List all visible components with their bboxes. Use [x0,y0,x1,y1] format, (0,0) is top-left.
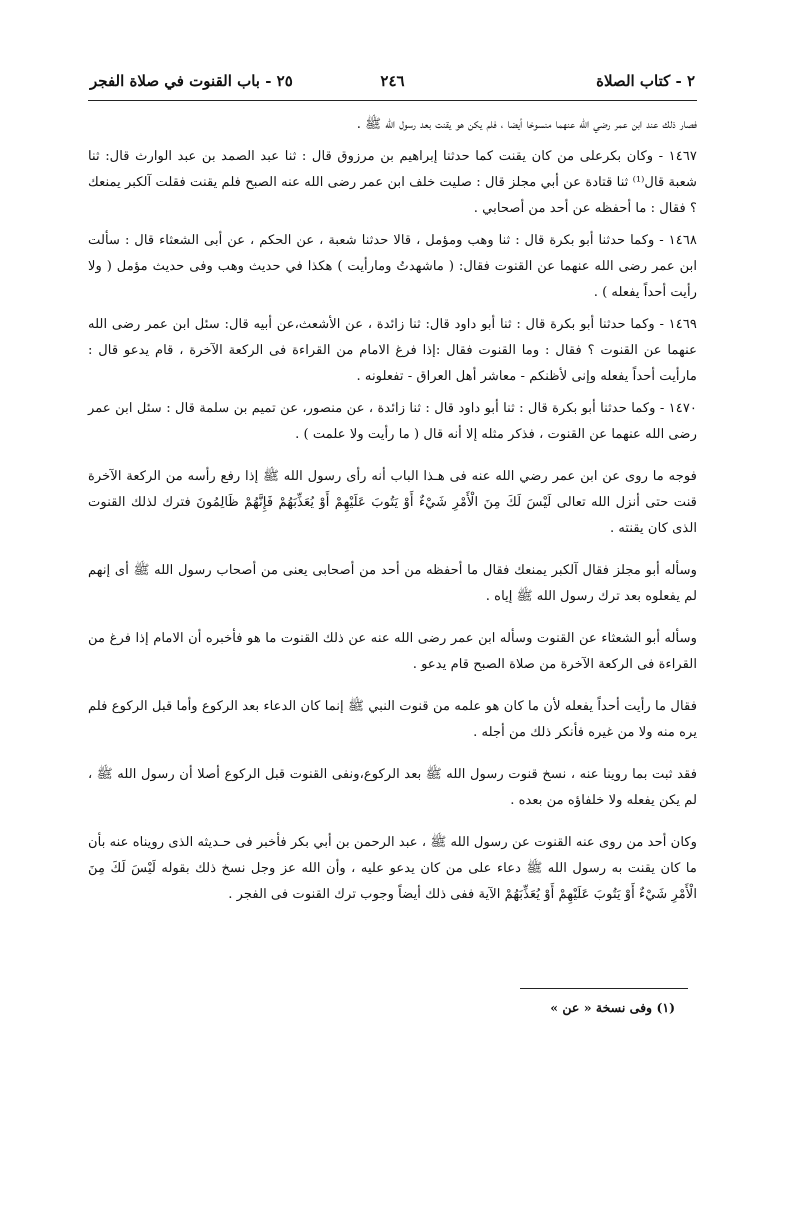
commentary-paragraph-5: فقد ثبت بما روينا عنه ، نسخ قنوت رسول الله ﷺ بعد الركوع،ونفى القنوت قبل الركوع أصلا أن رسول الله ﷺ ، لم يكن يفعله ولا خلفاؤه من بعده . [88,767,697,808]
footnote-divider [520,988,688,989]
page-number: ٢٤٦ [380,72,405,90]
body-text [88,112,697,908]
hadith-1468: ١٤٦٨ - وكما حدثنا أبو بكرة قال : ثنا وهب ومؤمل ، قالا حدثنا شعبة ، عن الحكم ، عن أبى الشعثاء قال : سألت ابن عمر رضى الله عنهما عن القنوت فقال: ( ماشهدتُ ومارأيت ) هكذا في حديث وهب وفى حديث مؤمل ( ولا رأيت أحداً يفعله ) . [88,233,697,300]
header-divider [88,100,697,101]
running-header [90,72,695,96]
hadith-1467: ١٤٦٧ - وكان بكرعلى من كان يقنت كما حدثنا إبراهيم بن مرزوق قال : ثنا عبد الصمد بن عبد الوارث قال: ثنا شعبة قال⁽¹⁾ ثنا قتادة عن أبي مجلز قال : صليت خلف ابن عمر رضى الله عنه الصبح فلم يقنت فقلت آلكبر يمنعك ؟ فقال : ما أحفظه عن أحد من أصحابي . [88,149,697,216]
hadith-1469: ١٤٦٩ - وكما حدثنا أبو بكرة قال : ثنا أبو داود قال: ثنا زائدة ، عن الأشعث،عن أبيه قال: سئل ابن عمر رضى الله عنهما عن القنوت ؟ فقال : وما القنوت فقال :إذا فرغ الامام من القراءة فى الركعة الآخرة ، قام يدعو قال : مارأيت أحداً يفعله وإنى لأظنكم - معاشر أهل العراق - تفعلونه . [88,317,697,384]
book-title: ٢ - كتاب الصلاة [596,72,695,90]
commentary-paragraph-6: وكان أحد من روى عنه القنوت عن رسول الله ﷺ ، عبد الرحمن بن أبي بكر فأخبر فى حـديثه الذى رويناه عنه بأن ما كان يقنت به رسول الله ﷺ دعاء على من كان يدعو عليه ، وأن الله عز وجل نسخ ذلك بقوله لَيْسَ لَكَ مِنَ الْأَمْرِ شَيْءٌ أَوْ يَتُوبَ عَلَيْهِمْ أَوْ يُعَذِّبَهُمْ الآية ففى ذلك أيضاً وجوب ترك القنوت فى الفجر . [88,835,697,902]
commentary-paragraph-3: وسأله أبو الشعثاء عن القنوت وسأله ابن عمر رضى الله عنه عن ذلك القنوت ما هو فأخبره أن الامام إذا فرغ من القراءة فى الركعة الآخرة من صلاة الصبح قام يدعو . [88,631,697,672]
commentary-paragraph-1: فوجه ما روى عن ابن عمر رضي الله عنه فى هـذا الباب أنه رأى رسول الله ﷺ إذا رفع رأسه من الركعة الآخرة قنت حتى أنزل الله تعالى لَيْسَ لَكَ مِنَ الْأَمْرِ شَيْءٌ أَوْ يَتُوبَ عَلَيْهِمْ أَوْ يُعَذِّبَهُمْ فَإِنَّهُمْ ظَالِمُونَ فترك لذلك القنوت الذى كان يقنته . [88,469,697,536]
paragraph-1: فصار ذلك عند ابن عمر رضي الله عنهما منسوخا أيضا ، فلم يكن هو يقنت بعد رسول الله ﷺ . [356,117,697,132]
chapter-title: ٢٥ - باب القنوت في صلاة الفجر [90,72,293,90]
hadith-1470: ١٤٧٠ - وكما حدثنا أبو بكرة قال : ثنا أبو داود قال : ثنا زائدة ، عن منصور، عن تميم بن سلمة قال : سئل ابن عمر رضى الله عنهما عن القنوت ، فذكر مثله إلا أنه قال ( ما رأيت ولا علمت ) . [88,401,697,442]
commentary-paragraph-4: فقال ما رأيت أحداً يفعله لأن ما كان هو علمه من قنوت النبي ﷺ إنما كان الدعاء بعد الركوع وأما قبل الركوع فلم يره منه ولا من غيره فأنكر ذلك من أجله . [88,699,697,740]
commentary-paragraph-2: وسأله أبو مجلز فقال آلكبر يمنعك فقال ما أحفظه من أحد من أصحابى يعنى من أصحاب رسول الله ﷺ أى إنهم لم يفعلوه بعد ترك رسول الله ﷺ إياه . [88,563,697,604]
footnote: (١) وفى نسخة « عن » [550,1000,675,1015]
